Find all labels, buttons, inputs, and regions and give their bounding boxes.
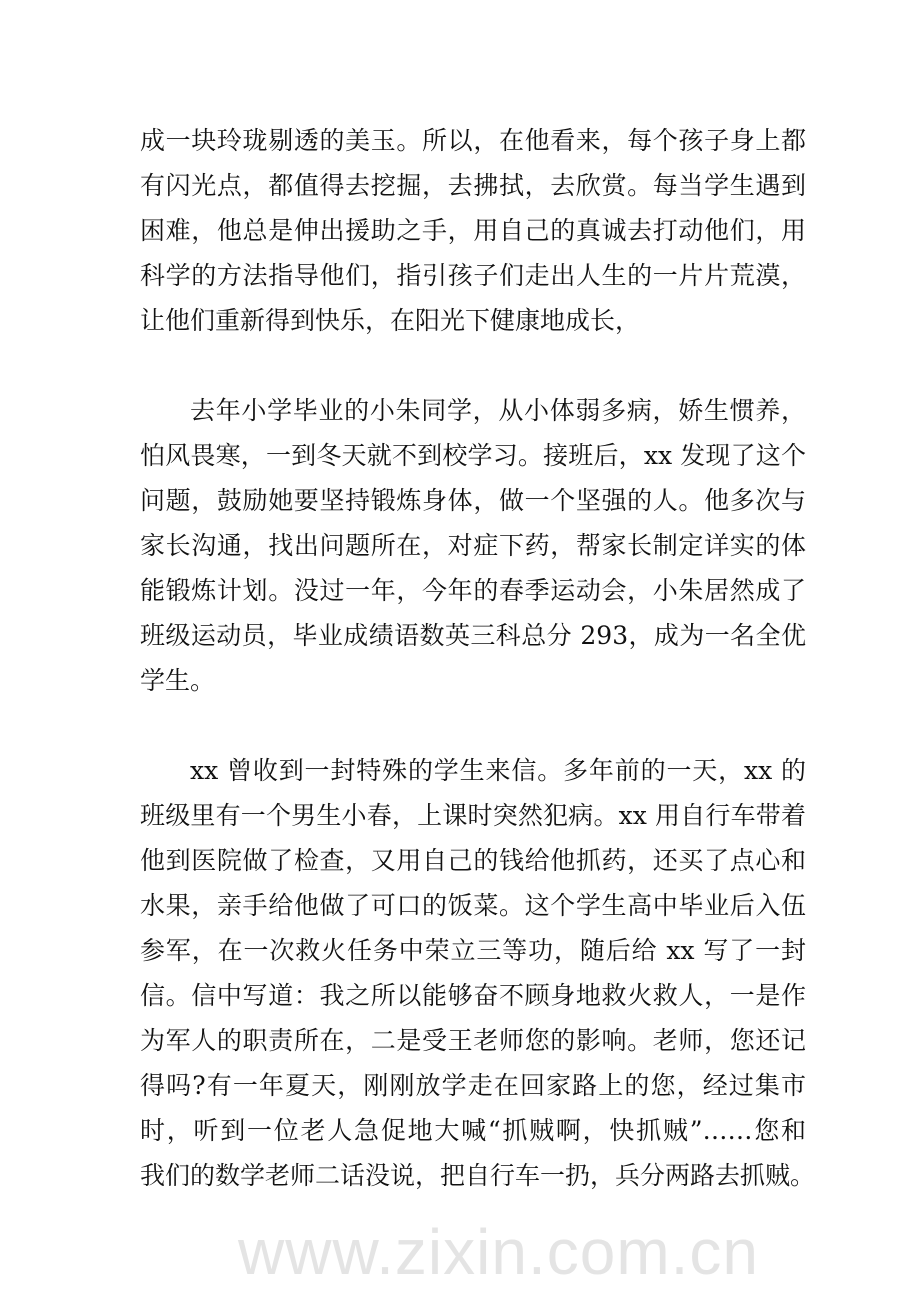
text-line: xx 曾收到一封特殊的学生来信。多年前的一天，xx 的 bbox=[190, 756, 806, 785]
text-line: 让他们重新得到快乐，在阳光下健康地成长， bbox=[140, 306, 641, 335]
text-line: 困难，他总是伸出援助之手，用自己的真诚去打动他们，用 bbox=[140, 216, 806, 245]
paragraph bbox=[140, 118, 806, 343]
paragraph-gap bbox=[140, 343, 806, 388]
text-line: 问题，鼓励她要坚持锻炼身体，做一个坚强的人。他多次与 bbox=[140, 486, 806, 515]
text-line: 班级里有一个男生小春，上课时突然犯病。xx 用自行车带着 bbox=[140, 801, 806, 830]
document-body bbox=[140, 118, 816, 1198]
text-line: 怕风畏寒，一到冬天就不到校学习。接班后，xx 发现了这个 bbox=[140, 441, 806, 470]
text-line: 班级运动员，毕业成绩语数英三科总分 293，成为一名全优 bbox=[140, 621, 806, 650]
text-line: 时，听到一位老人急促地大喊“抓贼啊，快抓贼”……您和 bbox=[140, 1116, 806, 1145]
text-line: 能锻炼计划。没过一年，今年的春季运动会，小朱居然成了 bbox=[140, 576, 806, 605]
watermark: www.zixin.com.cn bbox=[238, 1216, 759, 1288]
text-line: 我们的数学老师二话没说，把自行车一扔，兵分两路去抓贼。 bbox=[140, 1161, 816, 1190]
text-line: 为军人的职责所在，二是受王老师您的影响。老师，您还记 bbox=[140, 1026, 806, 1055]
paragraph bbox=[140, 748, 816, 1198]
text-line: 科学的方法指导他们，指引孩子们走出人生的一片片荒漠， bbox=[140, 261, 806, 290]
text-line: 他到医院做了检查，又用自己的钱给他抓药，还买了点心和 bbox=[140, 846, 806, 875]
text-line: 家长沟通，找出问题所在，对症下药，帮家长制定详实的体 bbox=[140, 531, 806, 560]
text-line: 得吗?有一年夏天，刚刚放学走在回家路上的您，经过集市 bbox=[140, 1071, 806, 1100]
text-line: 有闪光点，都值得去挖掘，去拂拭，去欣赏。每当学生遇到 bbox=[140, 171, 806, 200]
text-line: 信。信中写道：我之所以能够奋不顾身地救火救人，一是作 bbox=[140, 981, 806, 1010]
paragraph bbox=[140, 388, 806, 703]
text-line: 成一块玲珑剔透的美玉。所以，在他看来，每个孩子身上都 bbox=[140, 126, 806, 155]
text-line: 参军，在一次救火任务中荣立三等功，随后给 xx 写了一封 bbox=[140, 936, 806, 965]
paragraph-gap bbox=[140, 703, 806, 748]
text-line: 学生。 bbox=[140, 666, 216, 695]
text-line: 去年小学毕业的小朱同学，从小体弱多病，娇生惯养， bbox=[190, 396, 806, 425]
text-line: 水果，亲手给他做了可口的饭菜。这个学生高中毕业后入伍 bbox=[140, 891, 806, 920]
